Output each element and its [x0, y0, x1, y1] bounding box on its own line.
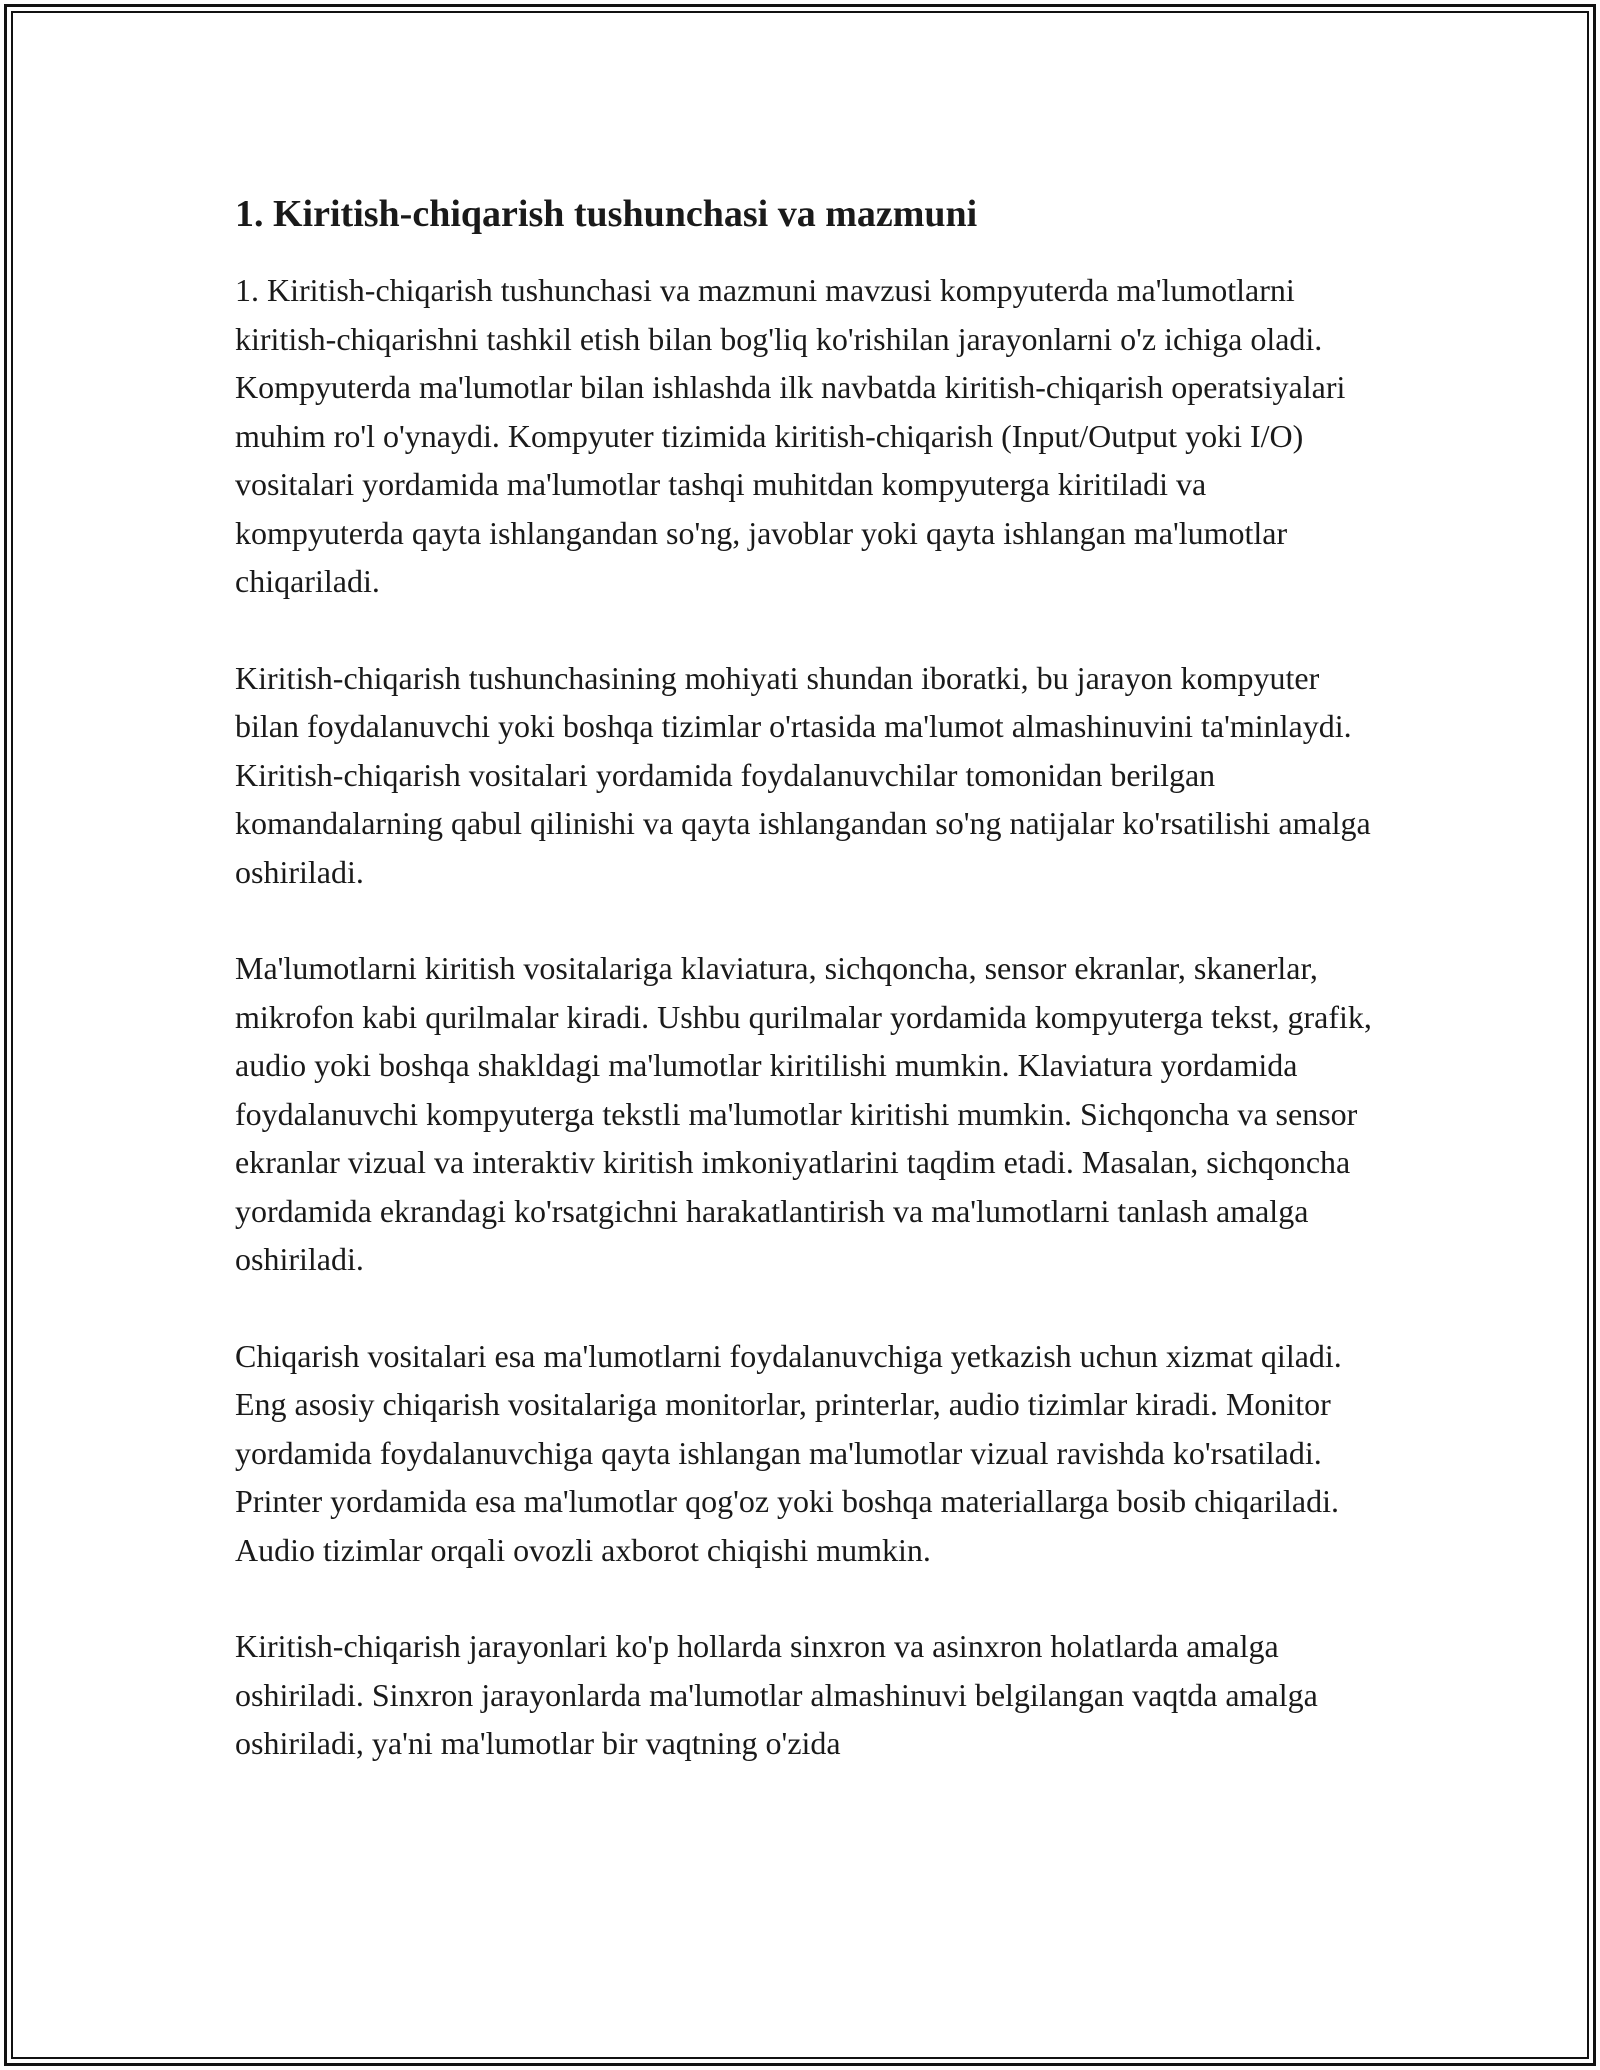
document-body: [235, 188, 1375, 1768]
paragraph-essence: Kiritish-chiqarish tushunchasining mohiyati shundan iboratki, bu jarayon kompyuter bilan foydalanuvchi yoki boshqa tizimlar o'rtasida ma'lumot almashinuvini ta'minlaydi. Kiritish-chiqarish vositalari yordamida foydalanuvchilar tomonidan berilgan komandalarning qabul qilinishi va qayta ishlangandan so'ng natijalar ko'rsatilishi amalga oshiriladi.: [235, 659, 1371, 890]
paragraph-sync-async: Kiritish-chiqarish jarayonlari ko'p hollarda sinxron va asinxron holatlarda amalga oshiriladi. Sinxron jarayonlarda ma'lumotlar almashinuvi belgilangan vaqtda amalga oshiriladi, ya'ni ma'lumotlar bir vaqtning o'zida: [235, 1628, 1318, 1761]
section-heading: 1. Kiritish-chiqarish tushunchasi va mazmuni: [235, 193, 978, 235]
paragraph-output-devices: Chiqarish vositalari esa ma'lumotlarni foydalanuvchiga yetkazish uchun xizmat qiladi. Eng asosiy chiqarish vositalariga monitorlar, printerlar, audio tizimlar kiradi. Monitor yordamida foydalanuvchiga qayta ishlangan ma'lumotlar vizual ravishda ko'rsatiladi. Printer yordamida esa ma'lumotlar qog'oz yoki boshqa materiallarga bosib chiqariladi. Audio tizimlar orqali ovozli axborot chiqishi mumkin.: [235, 1337, 1342, 1568]
paragraph-input-devices: Ma'lumotlarni kiritish vositalariga klaviatura, sichqoncha, sensor ekranlar, skanerlar, mikrofon kabi qurilmalar kiradi. Ushbu qurilmalar yordamida kompyuterga tekst, grafik, audio yoki boshqa shakldagi ma'lumotlar kiritilishi mumkin. Klaviatura yordamida foydalanuvchi kompyuterga tekstli ma'lumotlar kiritishi mumkin. Sichqoncha va sensor ekranlar vizual va interaktiv kiritish imkoniyatlarini taqdim etadi. Masalan, sichqoncha yordamida ekrandagi ko'rsatgichni harakatlantirish va ma'lumotlarni tanlash amalga oshiriladi.: [235, 950, 1372, 1277]
paragraph-intro: 1. Kiritish-chiqarish tushunchasi va mazmuni mavzusi kompyuterda ma'lumotlarni kiritish-chiqarishni tashkil etish bilan bog'liq ko'rishilan jarayonlarni o'z ichiga oladi. Kompyuterda ma'lumotlar bilan ishlashda ilk navbatda kiritish-chiqarish operatsiyalari muhim ro'l o'ynaydi. Kompyuter tizimida kiritish-chiqarish (Input/Output yoki I/O) vositalari yordamida ma'lumotlar tashqi muhitdan kompyuterga kiritiladi va kompyuterda qayta ishlangandan so'ng, javoblar yoki qayta ishlangan ma'lumotlar chiqariladi.: [235, 272, 1346, 599]
